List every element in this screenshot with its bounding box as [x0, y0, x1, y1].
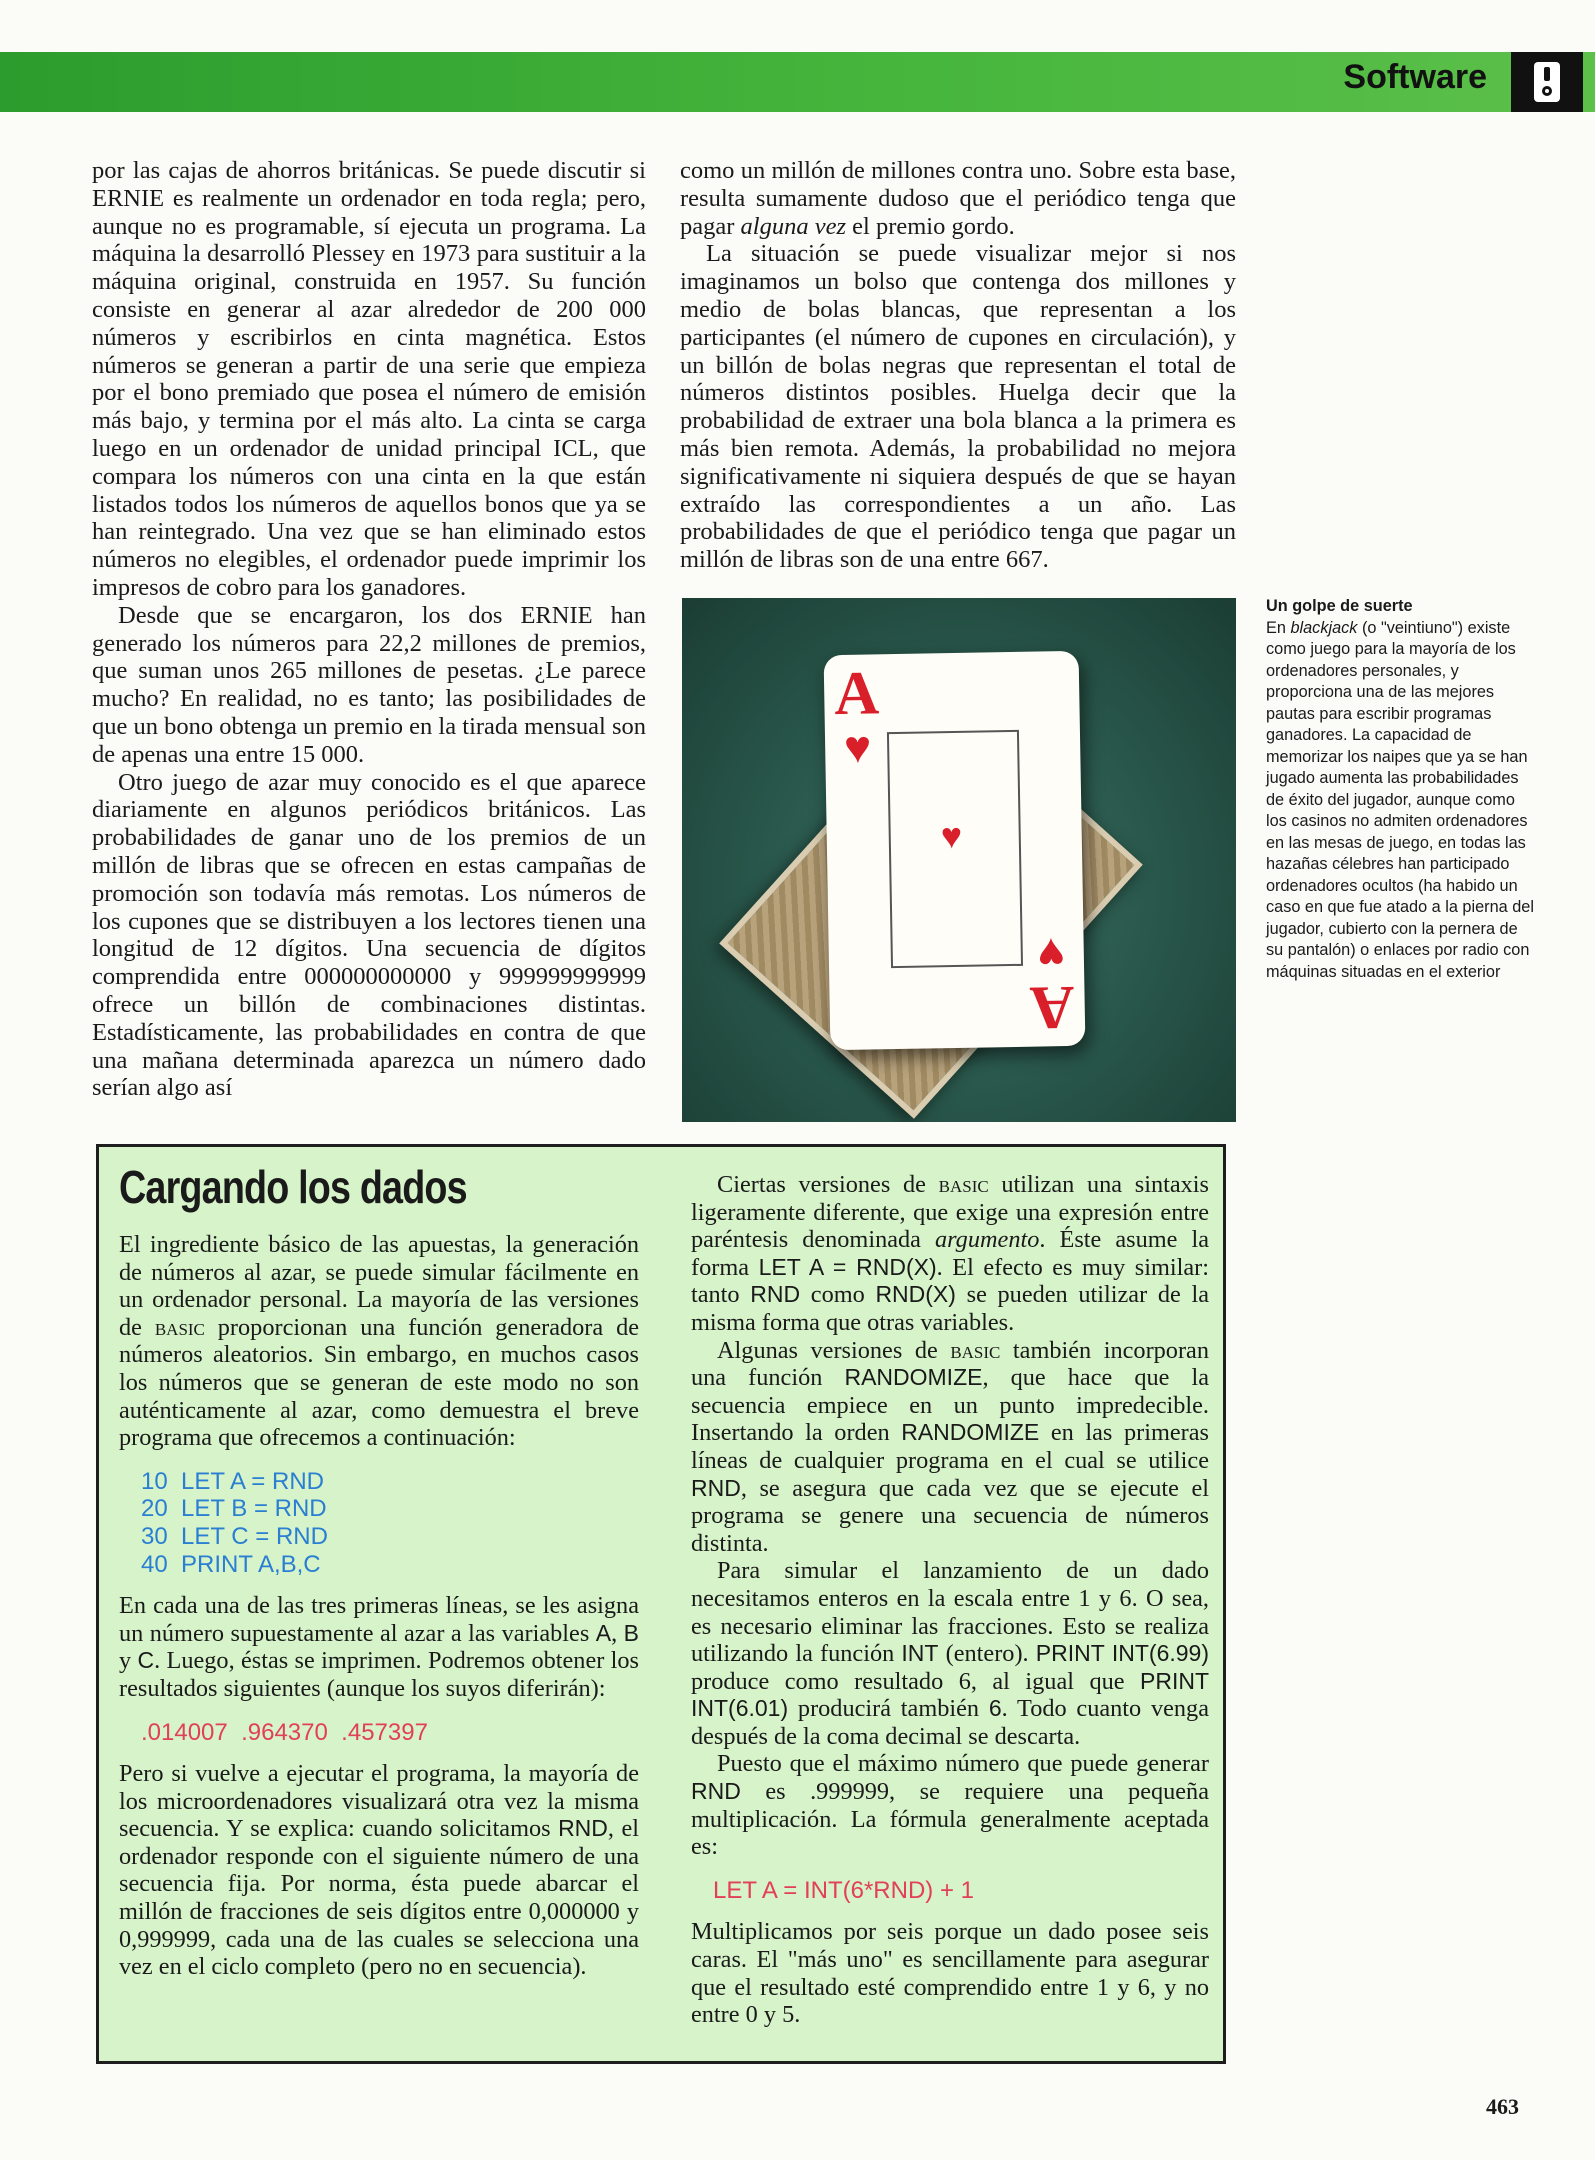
- article-column-2: [680, 157, 1236, 574]
- page-number: 463: [1486, 2094, 1519, 2119]
- paragraph: por las cajas de ahorros británicas. Se puede discutir si ERNIE es realmente un ordenador en toda regla; pero, aunque no es programable, sí ejecuta un programa. La máquina la desarrolló Plessey en 1973 para sustituir a la máquina original, construida en 1957. Su función consiste en generar al azar alrededor de 200 000 números y escribirlos en cinta magnética. Estos números se generan a partir de una serie que empieza por el bono premiado que posea el número de emisión más bajo, y termina por el más alto. La cinta se carga luego en un ordenador de unidad principal ICL, que compara los números con una cinta en la que están listados todos los números de aquellos bonos que ya se han reintegrado. Una vez que se han eliminado estos números no elegibles, el ordenador puede imprimir los impresos de cobro para los ganadores.: [92, 157, 646, 601]
- box-column-left: [119, 1159, 639, 1981]
- paragraph: En cada una de las tres primeras líneas, se les asigna un número supuestamente al azar a las variables A, B y C. Luego, éstas se imprimen. Podremos obtener los resultados siguientes (aunque los suyos diferirán):: [119, 1592, 639, 1702]
- section-header-bar: [0, 52, 1595, 112]
- heart-icon: ♥: [940, 815, 963, 857]
- formula: LET A = INT(6*RND) + 1: [713, 1876, 974, 1904]
- paragraph: Puesto que el máximo número que puede generar RND es .999999, se requiere una pequeña multiplicación. La fórmula generalmente aceptada es:: [691, 1750, 1209, 1861]
- software-icon: [1534, 62, 1560, 102]
- caption-title: Un golpe de suerte: [1266, 597, 1413, 615]
- paragraph: Ciertas versiones de basic utilizan una sintaxis ligeramente diferente, que exige una expresión entre paréntesis denominada argumento. Éste asume la forma LET A = RND(X). El efecto es muy similar: tanto RND como RND(X) se pueden utilizar de la misma forma que otras variables.: [691, 1171, 1210, 1336]
- program-output: .014007 .964370 .457397: [141, 1718, 428, 1746]
- paragraph: Pero si vuelve a ejecutar el programa, la mayoría de los microordenadores visualizará otra vez la misma secuencia. Y se explica: cuando solicitamos RND, el ordenador responde con el siguiente número de una secuencia fija. Por norma, ésta puede abarcar el millón de fracciones de seis dígitos entre 0,000000 y 0,999999, cada una de las cuales se selecciona una vez en el ciclo completo (pero no en secuencia).: [119, 1760, 639, 1981]
- card-corner-top: A ♥: [833, 659, 880, 773]
- code-listing: 10 LET A = RND 20 LET B = RND 30 LET C = RND 40 PRINT A,B,C: [141, 1467, 328, 1578]
- sidebar-box: [96, 1144, 1226, 2064]
- paragraph: Desde que se encargaron, los dos ERNIE han generado los números para 22,2 millones de premios, que suman unos 265 millones de pesetas. ¿Le parece mucho? En realidad, no es tanto; las posibilidades de que un bono obtenga un premio en la tirada mensual son de apenas una entre 15 000.: [92, 601, 646, 768]
- paragraph: El ingrediente básico de las apuestas, la generación de números al azar, se puede simular fácilmente en un ordenador personal. La mayoría de las versiones de basic proporcionan una función generadora de números aleatorios. Sin embargo, en muchos casos los números que se generan de este modo no son auténticamente al azar, como demuestra el breve programa que ofrecemos a continuación:: [119, 1231, 639, 1452]
- paragraph: La situación se puede visualizar mejor si nos imaginamos un bolso que contenga dos millones y medio de bolas blancas, que representan a los participantes (el número de cupones en circulación), y un billón de bolas negras que representan el total de números distintos posibles. Huelga decir que la probabilidad de extraer una bola blanca a la primera es más bien remota. Además, la probabilidad no mejora significativamente ni siquiera después de que se hayan extraído las correspondientes a un año. Las probabilidades de que el periódico tenga que pagar un millón de libras son de una entre 667.: [680, 240, 1236, 574]
- paragraph: como un millón de millones contra uno. Sobre esta base, resulta sumamente dudoso que el periódico tenga que pagar alguna vez el premio gordo.: [680, 157, 1236, 240]
- section-title: Software: [1343, 58, 1487, 96]
- paragraph: Multiplicamos por seis porque un dado posee seis caras. El "más uno" es sencillamente para asegurar que el resultado esté comprendido entre 1 y 6, y no entre 0 y 5.: [691, 1918, 1209, 2029]
- box-title: Cargando los dados: [119, 1161, 467, 1213]
- paragraph: Otro juego de azar muy conocido es el que aparece diariamente en algunos periódicos británicos. Las probabilidades de ganar uno de los premios de un millón de libras que se ofrecen en estas campañas de promoción son todavía más remotas. Los números de los cupones que se distribuyen a los lectores tienen una longitud de 12 dígitos. Una secuencia de dígitos comprendida entre 000000000000 y 999999999999 ofrece un billón de combinaciones distintas. Estadísticamente, las probabilidades en contra de que una mañana determinada aparezca un número dado serían algo así: [92, 768, 646, 1102]
- article-column-1: [92, 157, 646, 1102]
- ace-of-hearts-card: [824, 651, 1086, 1050]
- blackjack-photo: [682, 598, 1236, 1122]
- photo-caption: Un golpe de suerte En blackjack (o "veintiuno") existe como juego para la mayoría de los ordenadores personales, y proporciona una de las mejores pautas para escribir programas ganadores. La capacidad de memorizar los naipes que ya se han jugado aumenta las probabilidades de éxito del jugador, aunque como los casinos no admiten ordenadores en las mesas de juego, en todas las hazañas célebres han participado ordenadores ocultos (ha habido un caso en que fue atado a la pierna del jugador, cubierto con la pernera de su pantalón) o enlaces por radio con máquinas situadas en el exterior: [1266, 597, 1534, 981]
- paragraph: Para simular el lanzamiento de un dado necesitamos enteros en la escala entre 1 y 6. O sea, es necesario eliminar las fracciones. Esto se realiza utilizando la función INT (entero). PRINT INT(6.99) produce como resultado 6, al igual que PRINT INT(6.01) producirá también 6. Todo cuanto venga después de la coma decimal se descarta.: [691, 1557, 1209, 1750]
- paragraph: Algunas versiones de basic también incorporan una función RANDOMIZE, que hace que la secuencia empiece en un punto impredecible. Insertando la orden RANDOMIZE en las primeras líneas de cualquier programa en el cual se utilice RND, se asegura que cada vez que se ejecute el programa se genere una secuencia de números distinta.: [691, 1336, 1210, 1557]
- card-corner-bottom: A ♥: [1029, 928, 1076, 1042]
- box-column-right: [691, 1171, 1209, 2029]
- section-tab: [1511, 52, 1583, 112]
